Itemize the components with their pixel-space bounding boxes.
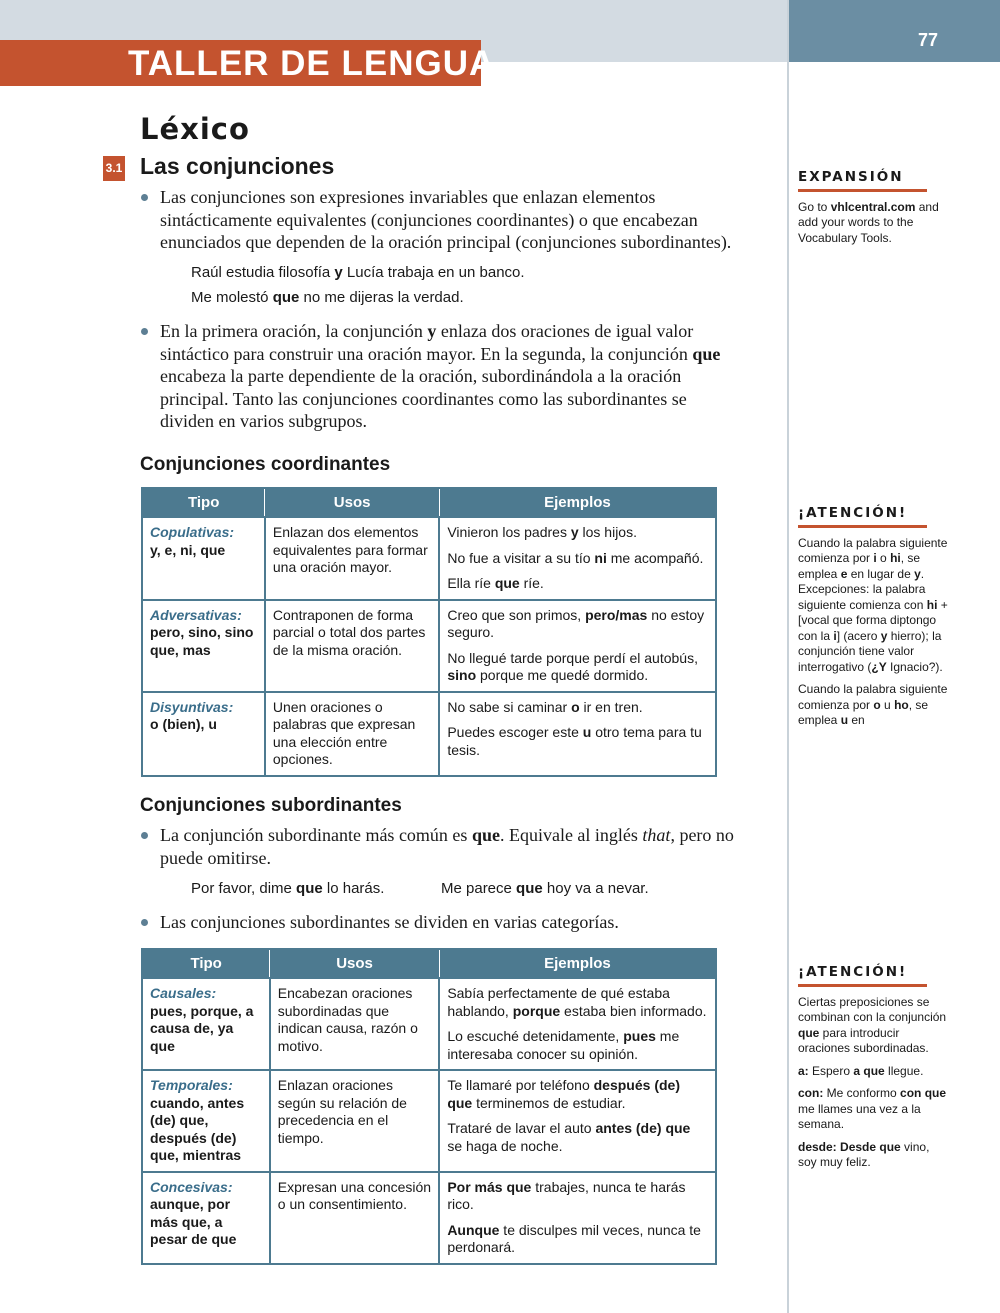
section-title: Las conjunciones (140, 153, 335, 179)
ejemplos-cell: Vinieron los padres y los hijos. No fue a visitar a su tío ni me acompañó. Ella ríe que ríe. (439, 517, 716, 600)
vhlcentral-link: vhlcentral.com (830, 199, 916, 214)
column-header: Tipo (142, 949, 270, 978)
subordinantes-example-right: Me parece que hoy va a nevar. (441, 880, 649, 897)
top-band-sidebar (789, 0, 1000, 62)
ejemplos-cell: Te llamaré por teléfono después (de) que terminemos de estudiar. Trataré de lavar el auto antes (de) que se haga de noche. (439, 1070, 716, 1172)
sidebar-atencion-2 (798, 965, 948, 1178)
atencion-heading: ¡ATENCIÓN! (798, 506, 927, 528)
section-number-badge: 3.1 (103, 156, 125, 181)
atencion-text: Cuando la palabra siguiente comienza por o u ho, se emplea u en (798, 682, 948, 727)
expansion-text: Go to vhlcentral.com and add your words to the Vocabulary Tools. (798, 199, 939, 245)
column-header: Ejemplos (439, 488, 716, 517)
subordinantes-heading: Conjunciones subordinantes (140, 795, 402, 816)
subordinantes-bullet-2: Las conjunciones subordinantes se dividen en varias categorías. (160, 911, 740, 934)
usos-cell: Expresan una concesión o un consentimiento. (270, 1172, 440, 1264)
section-heading: Léxico (140, 112, 250, 146)
tipo-cell: Copulativas: y, e, ni, que (142, 517, 265, 600)
ejemplos-cell: Por más que trabajes, nunca te harás rico. Aunque te disculpes mil veces, nunca te perdonará. (439, 1172, 716, 1264)
usos-cell: Contraponen de forma parcial o total dos partes de la misma oración. (265, 600, 439, 692)
usos-cell: Unen oraciones o palabras que expresan una elección entre opciones. (265, 692, 439, 776)
usos-cell: Encabezan oraciones subordinadas que indican causa, razón o motivo. (270, 978, 440, 1070)
table-header-row (142, 949, 716, 978)
tipo-cell: Temporales: cuando, antes (de) que, después (de) que, mientras (142, 1070, 270, 1172)
expansion-heading: EXPANSIÓN (798, 170, 927, 192)
intro-bullet-2: En la primera oración, la conjunción y enlaza dos oraciones de igual valor sintáctico para construir una oración mayor. En la segunda, la conjunción que encabeza la parte dependiente de la oración, subordinándola a la oración principal. Tanto las conjunciones coordinantes como las subordinantes se dividen en varios subgrupos. (160, 320, 740, 433)
table-row (142, 600, 716, 692)
tipo-cell: Causales: pues, porque, a causa de, ya que (142, 978, 270, 1070)
ejemplos-cell: No sabe si caminar o ir en tren. Puedes escoger este u otro tema para tu tesis. (439, 692, 716, 776)
coordinantes-heading: Conjunciones coordinantes (140, 454, 391, 475)
atencion-text: Ciertas preposiciones se combinan con la conjunción que para introducir oraciones subordinadas. (798, 994, 947, 1055)
subordinantes-bullet-1: La conjunción subordinante más común es que. Equivale al inglés that, pero no puede omitirse. (160, 824, 740, 869)
tipo-cell: Adversativas: pero, sino, sino que, mas (142, 600, 265, 692)
intro-example-2: Me molestó que no me dijeras la verdad. (191, 289, 464, 306)
atencion-example: con: Me conformo con que me llames una vez a la semana. (798, 1086, 947, 1131)
atencion-example: desde: Desde que vino, soy muy feliz. (798, 1139, 930, 1169)
atencion-example: a: Espero a que llegue. (798, 1063, 924, 1078)
page-number: 77 (917, 30, 938, 50)
sidebar-expansion (798, 170, 948, 253)
table-row (142, 1172, 716, 1264)
table-row (142, 978, 716, 1070)
sidebar-divider (787, 0, 789, 1313)
coordinantes-table (141, 487, 717, 777)
atencion-heading: ¡ATENCIÓN! (798, 965, 927, 987)
column-header: Tipo (142, 488, 265, 517)
column-header: Usos (265, 488, 439, 517)
table-row (142, 517, 716, 600)
intro-example-1: Raúl estudia filosofía y Lucía trabaja en un banco. (191, 264, 525, 281)
subordinantes-example-left: Por favor, dime que lo harás. (191, 880, 385, 897)
atencion-text: Cuando la palabra siguiente comienza por i o hi, se emplea e en lugar de y. Excepciones: la palabra siguiente comienza con hi + [vocal que forma diptongo con la i] (acero y hierro); la conjunción tiene valor interrogativo (¿Y Ignacio?). (798, 535, 948, 674)
column-header: Usos (270, 949, 440, 978)
usos-cell: Enlazan dos elementos equivalentes para formar una oración mayor. (265, 517, 439, 600)
sidebar-atencion-1 (798, 506, 948, 736)
subordinantes-table (141, 948, 717, 1265)
column-header: Ejemplos (439, 949, 716, 978)
page-title: TALLER DE LENGUA (128, 44, 496, 83)
ejemplos-cell: Sabía perfectamente de qué estaba hablando, porque estaba bien informado. Lo escuché detenidamente, pues me interesaba conocer su opinión. (439, 978, 716, 1070)
tipo-cell: Disyuntivas: o (bien), u (142, 692, 265, 776)
table-row (142, 692, 716, 776)
usos-cell: Enlazan oraciones según su relación de precedencia en el tiempo. (270, 1070, 440, 1172)
table-header-row (142, 488, 716, 517)
intro-bullet-1: Las conjunciones son expresiones invariables que enlazan elementos sintácticamente equivalentes (conjunciones coordinantes) o que encabezan enunciados que dependen de la oración principal (conjunciones subordinantes). (160, 186, 740, 254)
table-row (142, 1070, 716, 1172)
ejemplos-cell: Creo que son primos, pero/mas no estoy seguro. No llegué tarde porque perdí el autobús, sino porque me quedé dormido. (439, 600, 716, 692)
tipo-cell: Concesivas: aunque, por más que, a pesar de que (142, 1172, 270, 1264)
